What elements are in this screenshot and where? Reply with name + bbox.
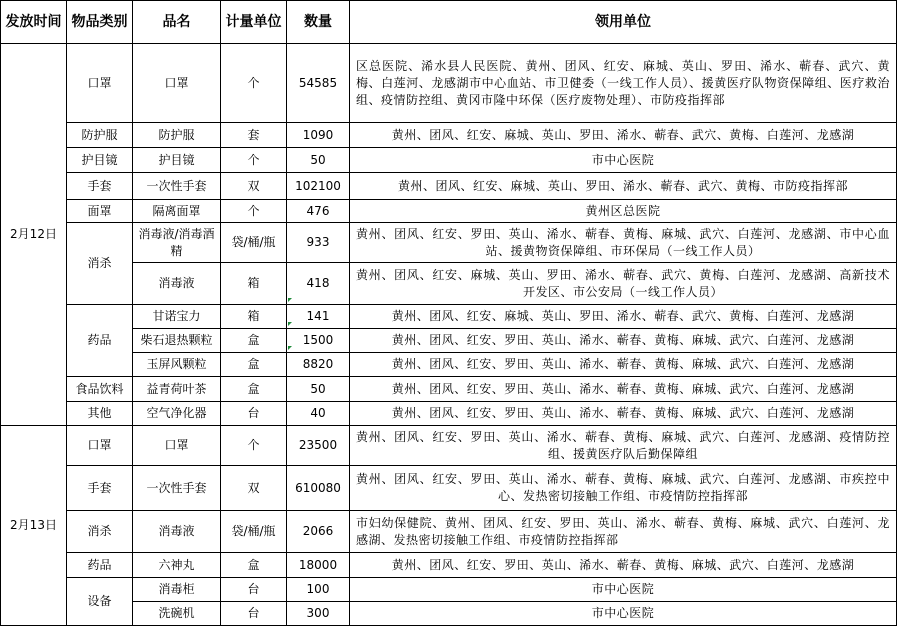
recipients-cell[interactable]: 市中心医院 — [350, 148, 897, 173]
quantity-cell[interactable]: 50 — [287, 377, 350, 402]
category-cell[interactable]: 防护服 — [67, 123, 133, 148]
header-quantity[interactable]: 数量 — [287, 1, 350, 44]
table-row — [1, 148, 897, 173]
item-cell[interactable]: 洗碗机 — [133, 602, 221, 626]
cell-warning-marker — [288, 346, 292, 350]
table-row — [1, 578, 897, 602]
recipients-cell[interactable]: 黄州、团风、红安、罗田、英山、浠水、蕲春、黄梅、麻城、武穴、白莲河、龙感湖 — [350, 329, 897, 353]
item-cell[interactable]: 护目镜 — [133, 148, 221, 173]
table-row — [1, 123, 897, 148]
recipients-cell[interactable]: 黄州、团风、红安、麻城、英山、罗田、浠水、蕲春、武穴、黄梅、白莲河、龙感湖、高新技术开发区、市公安局（一线工作人员） — [350, 263, 897, 305]
item-cell[interactable]: 消毒柜 — [133, 578, 221, 602]
date-cell[interactable]: 2月13日 — [1, 426, 67, 626]
category-cell[interactable]: 药品 — [67, 553, 133, 578]
recipients-cell[interactable]: 黄州、团风、红安、麻城、英山、罗田、浠水、蕲春、武穴、黄梅、市防疫指挥部 — [350, 173, 897, 200]
header-date[interactable]: 发放时间 — [1, 1, 67, 44]
unit-cell[interactable]: 袋/桶/瓶 — [221, 223, 287, 263]
category-cell[interactable]: 食品饮料 — [67, 377, 133, 402]
table-row — [1, 305, 897, 329]
item-cell[interactable]: 空气净化器 — [133, 402, 221, 426]
item-cell[interactable]: 益青荷叶茶 — [133, 377, 221, 402]
recipients-cell[interactable]: 黄州、团风、红安、罗田、英山、浠水、蕲春、黄梅、麻城、武穴、白莲河、龙感湖 — [350, 353, 897, 377]
recipients-cell[interactable]: 黄州、团风、红安、罗田、英山、浠水、蕲春、黄梅、麻城、武穴、白莲河、龙感湖 — [350, 402, 897, 426]
recipients-cell[interactable]: 黄州、团风、红安、罗田、英山、浠水、蕲春、黄梅、麻城、武穴、白莲河、龙感湖 — [350, 553, 897, 578]
category-cell[interactable]: 消杀 — [67, 223, 133, 305]
category-cell[interactable]: 手套 — [67, 173, 133, 200]
item-cell[interactable]: 隔离面罩 — [133, 200, 221, 223]
date-cell[interactable]: 2月12日 — [1, 44, 67, 426]
quantity-cell[interactable]: 1090 — [287, 123, 350, 148]
recipients-cell[interactable]: 市中心医院 — [350, 602, 897, 626]
quantity-cell[interactable]: 100 — [287, 578, 350, 602]
unit-cell[interactable]: 双 — [221, 173, 287, 200]
item-cell[interactable]: 消毒液 — [133, 263, 221, 305]
item-cell[interactable]: 消毒液/消毒酒精 — [133, 223, 221, 263]
category-cell[interactable]: 消杀 — [67, 511, 133, 553]
table-row — [1, 329, 897, 353]
item-cell[interactable]: 防护服 — [133, 123, 221, 148]
quantity-cell[interactable]: 18000 — [287, 553, 350, 578]
quantity-cell[interactable]: 50 — [287, 148, 350, 173]
unit-cell[interactable]: 个 — [221, 200, 287, 223]
header-item[interactable]: 品名 — [133, 1, 221, 44]
unit-cell[interactable]: 双 — [221, 466, 287, 511]
quantity-cell[interactable]: 610080 — [287, 466, 350, 511]
unit-cell[interactable]: 个 — [221, 44, 287, 123]
category-cell[interactable]: 药品 — [67, 305, 133, 377]
header-recipients[interactable]: 领用单位 — [350, 1, 897, 44]
item-cell[interactable]: 消毒液 — [133, 511, 221, 553]
recipients-cell[interactable]: 黄州、团风、红安、罗田、英山、浠水、蕲春、黄梅、麻城、武穴、白莲河、龙感湖、疫情防控组、援黄医疗队后勤保障组 — [350, 426, 897, 466]
unit-cell[interactable]: 盒 — [221, 329, 287, 353]
recipients-cell[interactable]: 黄州、团风、红安、麻城、英山、罗田、浠水、蕲春、武穴、黄梅、白莲河、龙感湖 — [350, 123, 897, 148]
unit-cell[interactable]: 箱 — [221, 263, 287, 305]
recipients-cell[interactable]: 黄州区总医院 — [350, 200, 897, 223]
table-row — [1, 466, 897, 511]
category-cell[interactable]: 口罩 — [67, 44, 133, 123]
quantity-cell[interactable]: 300 — [287, 602, 350, 626]
recipients-cell[interactable]: 黄州、团风、红安、罗田、英山、浠水、蕲春、黄梅、麻城、武穴、白莲河、龙感湖 — [350, 377, 897, 402]
quantity-cell[interactable]: 933 — [287, 223, 350, 263]
quantity-cell[interactable]: 2066 — [287, 511, 350, 553]
item-cell[interactable]: 一次性手套 — [133, 466, 221, 511]
quantity-cell[interactable]: 1500 — [287, 329, 350, 353]
quantity-cell[interactable]: 476 — [287, 200, 350, 223]
unit-cell[interactable]: 套 — [221, 123, 287, 148]
item-cell[interactable]: 柴石退热颗粒 — [133, 329, 221, 353]
category-cell[interactable]: 面罩 — [67, 200, 133, 223]
table-row — [1, 426, 897, 466]
header-category[interactable]: 物品类别 — [67, 1, 133, 44]
table-row — [1, 263, 897, 305]
recipients-cell[interactable]: 黄州、团风、红安、罗田、英山、浠水、蕲春、黄梅、麻城、武穴、白莲河、龙感湖、市疾控中心、发热密切接触工作组、市疫情防控指挥部 — [350, 466, 897, 511]
unit-cell[interactable]: 袋/桶/瓶 — [221, 511, 287, 553]
unit-cell[interactable]: 盒 — [221, 553, 287, 578]
recipients-cell[interactable]: 市妇幼保健院、黄州、团风、红安、罗田、英山、浠水、蕲春、黄梅、麻城、武穴、白莲河、龙感湖、发热密切接触工作组、市疫情防控指挥部 — [350, 511, 897, 553]
quantity-cell[interactable]: 54585 — [287, 44, 350, 123]
quantity-cell[interactable]: 40 — [287, 402, 350, 426]
category-cell[interactable]: 口罩 — [67, 426, 133, 466]
table-row — [1, 402, 897, 426]
header-unit[interactable]: 计量单位 — [221, 1, 287, 44]
item-cell[interactable]: 玉屏风颗粒 — [133, 353, 221, 377]
cell-warning-marker — [288, 298, 292, 302]
unit-cell[interactable]: 个 — [221, 148, 287, 173]
table-row — [1, 44, 897, 123]
unit-cell[interactable]: 个 — [221, 426, 287, 466]
cell-warning-marker — [288, 322, 292, 326]
unit-cell[interactable]: 台 — [221, 578, 287, 602]
category-cell[interactable]: 其他 — [67, 402, 133, 426]
item-cell[interactable]: 一次性手套 — [133, 173, 221, 200]
table-row — [1, 377, 897, 402]
category-cell[interactable]: 护目镜 — [67, 148, 133, 173]
recipients-cell[interactable]: 黄州、团风、红安、罗田、英山、浠水、蕲春、黄梅、麻城、武穴、白莲河、龙感湖、市中心血站、援黄物资保障组、市环保局（一线工作人员） — [350, 223, 897, 263]
unit-cell[interactable]: 箱 — [221, 305, 287, 329]
unit-cell[interactable]: 盒 — [221, 353, 287, 377]
table-row — [1, 173, 897, 200]
quantity-cell[interactable]: 141 — [287, 305, 350, 329]
unit-cell[interactable]: 台 — [221, 402, 287, 426]
category-cell[interactable]: 手套 — [67, 466, 133, 511]
unit-cell[interactable]: 盒 — [221, 377, 287, 402]
item-cell[interactable]: 口罩 — [133, 426, 221, 466]
quantity-cell[interactable]: 418 — [287, 263, 350, 305]
item-cell[interactable]: 甘诺宝力 — [133, 305, 221, 329]
table-row — [1, 511, 897, 553]
unit-cell[interactable]: 台 — [221, 602, 287, 626]
item-cell[interactable]: 六神丸 — [133, 553, 221, 578]
item-cell[interactable]: 口罩 — [133, 44, 221, 123]
category-cell[interactable]: 设备 — [67, 578, 133, 626]
recipients-cell[interactable]: 市中心医院 — [350, 578, 897, 602]
table-row — [1, 353, 897, 377]
header-row — [1, 1, 897, 44]
table-row — [1, 553, 897, 578]
quantity-cell[interactable]: 23500 — [287, 426, 350, 466]
recipients-cell[interactable]: 区总医院、浠水县人民医院、黄州、团风、红安、麻城、英山、罗田、浠水、蕲春、武穴、黄梅、白莲河、龙感湖市中心血站、市卫健委（一线工作人员）、援黄医疗队物资保障组、医疗救治组、疫情防控组、黄冈市隆中环保（医疗废物处理）、市防疫指挥部 — [350, 44, 897, 123]
table-row — [1, 223, 897, 263]
recipients-cell[interactable]: 黄州、团风、红安、麻城、英山、罗田、浠水、蕲春、武穴、黄梅、白莲河、龙感湖 — [350, 305, 897, 329]
table-row — [1, 602, 897, 626]
quantity-cell[interactable]: 8820 — [287, 353, 350, 377]
table-row — [1, 200, 897, 223]
quantity-cell[interactable]: 102100 — [287, 173, 350, 200]
